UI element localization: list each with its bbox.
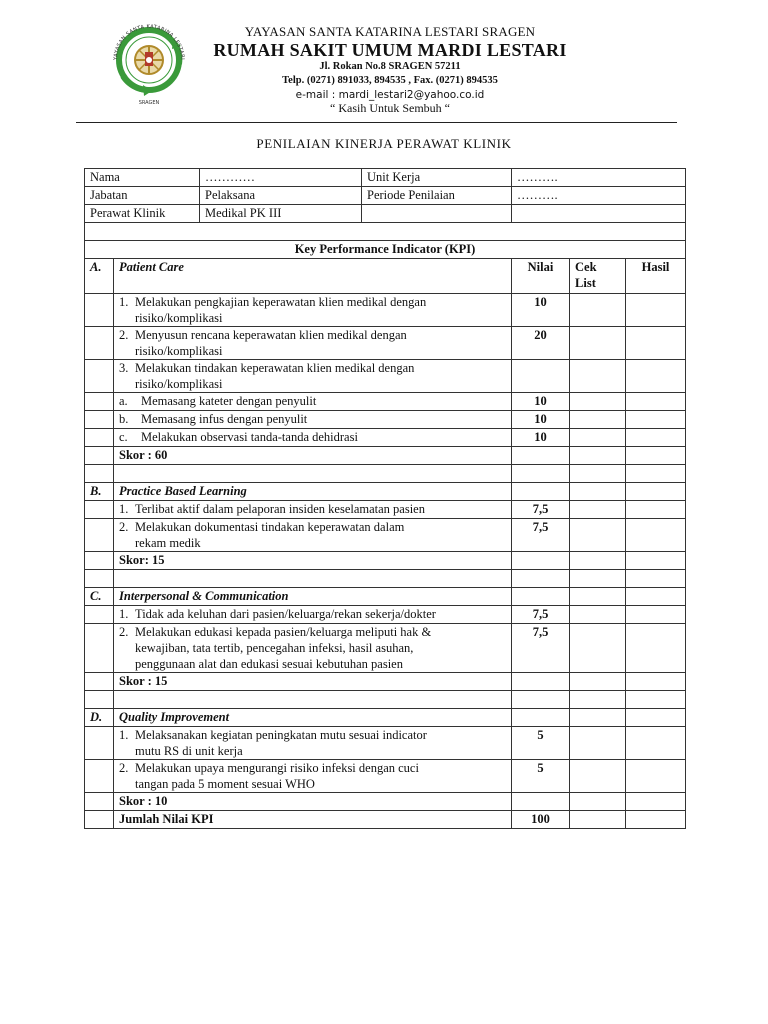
kpi-header-row bbox=[85, 241, 686, 259]
kpi-item-row bbox=[85, 760, 686, 793]
kpi-item-value: 5 bbox=[512, 727, 570, 760]
info-value: ………. bbox=[512, 169, 686, 187]
hospital-name: RUMAH SAKIT UMUM MARDI LESTARI bbox=[213, 40, 567, 60]
kpi-item-value: 20 bbox=[512, 327, 570, 360]
cek-list-cell[interactable] bbox=[570, 811, 626, 829]
cek-list-cell[interactable] bbox=[570, 360, 626, 393]
column-hasil-header: Hasil bbox=[626, 259, 686, 294]
info-value: Medikal PK III bbox=[200, 205, 362, 223]
info-row bbox=[85, 187, 686, 205]
spacer-row bbox=[85, 691, 686, 709]
section-letter: B. bbox=[85, 483, 114, 501]
kpi-item-value: 7,5 bbox=[512, 624, 570, 673]
kpi-item-row bbox=[85, 519, 686, 552]
section-letter: D. bbox=[85, 709, 114, 727]
kpi-item: 2. Melakukan edukasi kepada pasien/keluarga meliputi hak & kewajiban, tata tertib, pencegahan infeksi, hasil asuhan, penggunaan alat dan edukasi sesuai kebutuhan pasien bbox=[114, 624, 512, 673]
cek-list-cell[interactable] bbox=[570, 393, 626, 411]
info-label: Unit Kerja bbox=[362, 169, 512, 187]
kpi-item: 3. Melakukan tindakan keperawatan klien medikal dengan risiko/komplikasi bbox=[114, 360, 512, 393]
hasil-cell[interactable] bbox=[626, 429, 686, 447]
hasil-cell[interactable] bbox=[626, 501, 686, 519]
kpi-item-row bbox=[85, 606, 686, 624]
hasil-cell[interactable] bbox=[626, 760, 686, 793]
section-title: Interpersonal & Communication bbox=[114, 588, 512, 606]
info-value: ………… bbox=[200, 169, 362, 187]
kpi-item: 1. Terlibat aktif dalam pelaporan insiden keselamatan pasien bbox=[114, 501, 512, 519]
cek-list-cell[interactable] bbox=[570, 760, 626, 793]
section-header-row bbox=[85, 483, 686, 501]
hasil-cell[interactable] bbox=[626, 624, 686, 673]
kpi-item-row bbox=[85, 360, 686, 393]
total-row bbox=[85, 811, 686, 829]
kpi-item: 1. Tidak ada keluhan dari pasien/keluarga/rekan sekerja/dokter bbox=[114, 606, 512, 624]
letterhead-divider bbox=[76, 122, 677, 123]
total-value: 100 bbox=[512, 811, 570, 829]
kpi-item: 1. Melaksanakan kegiatan peningkatan mutu sesuai indicator mutu RS di unit kerja bbox=[114, 727, 512, 760]
hasil-cell[interactable] bbox=[626, 411, 686, 429]
column-nilai-header: Nilai bbox=[512, 259, 570, 294]
kpi-title: Key Performance Indicator (KPI) bbox=[85, 241, 686, 259]
kpi-subitem: b. Memasang infus dengan penyulit bbox=[114, 411, 512, 429]
section-title: Practice Based Learning bbox=[114, 483, 512, 501]
svg-text:SRAGEN: SRAGEN bbox=[138, 100, 160, 106]
cek-list-cell[interactable] bbox=[570, 294, 626, 327]
cek-list-cell[interactable] bbox=[570, 411, 626, 429]
hospital-address: Jl. Rokan No.8 SRAGEN 57211 bbox=[319, 61, 461, 72]
cek-list-cell[interactable] bbox=[570, 429, 626, 447]
info-label bbox=[362, 205, 512, 223]
hospital-logo bbox=[103, 14, 195, 106]
section-letter: C. bbox=[85, 588, 114, 606]
section-skor: Skor: 15 bbox=[114, 552, 512, 570]
section-header-row bbox=[85, 709, 686, 727]
foundation-name: YAYASAN SANTA KATARINA LESTARI SRAGEN bbox=[244, 24, 536, 39]
svg-text:YAYASAN SANTA KATARINA LESTARI: YAYASAN SANTA KATARINA LESTARI bbox=[112, 23, 186, 61]
skor-row bbox=[85, 552, 686, 570]
kpi-item-value: 10 bbox=[512, 429, 570, 447]
section-skor: Skor : 10 bbox=[114, 793, 512, 811]
kpi-item: 2. Melakukan upaya mengurangi risiko infeksi dengan cuci tangan pada 5 moment sesuai WHO bbox=[114, 760, 512, 793]
section-title: Patient Care bbox=[114, 259, 512, 294]
kpi-form-table bbox=[84, 168, 686, 829]
total-label: Jumlah Nilai KPI bbox=[114, 811, 512, 829]
info-label: Jabatan bbox=[85, 187, 200, 205]
kpi-item-value: 10 bbox=[512, 411, 570, 429]
info-row bbox=[85, 205, 686, 223]
kpi-item-value: 7,5 bbox=[512, 606, 570, 624]
kpi-item-row bbox=[85, 294, 686, 327]
kpi-subitem-row bbox=[85, 393, 686, 411]
info-label: Nama bbox=[85, 169, 200, 187]
spacer-row bbox=[85, 223, 686, 241]
kpi-item-value bbox=[512, 360, 570, 393]
kpi-subitem-row bbox=[85, 411, 686, 429]
hasil-cell[interactable] bbox=[626, 727, 686, 760]
kpi-item: 2. Melakukan dokumentasi tindakan keperawatan dalam rekam medik bbox=[114, 519, 512, 552]
column-cek-list-header: Cek List bbox=[570, 259, 626, 294]
kpi-item: 2. Menyusun rencana keperawatan klien medikal dengan risiko/komplikasi bbox=[114, 327, 512, 360]
document-title: PENILAIAN KINERJA PERAWAT KLINIK bbox=[256, 136, 512, 151]
cek-list-cell[interactable] bbox=[570, 519, 626, 552]
hospital-motto: “ Kasih Untuk Sembuh “ bbox=[330, 101, 450, 115]
hospital-phone: Telp. (0271) 891033, 894535 , Fax. (0271) 894535 bbox=[282, 75, 498, 86]
section-title: Quality Improvement bbox=[114, 709, 512, 727]
kpi-item-row bbox=[85, 327, 686, 360]
kpi-subitem: a. Memasang kateter dengan penyulit bbox=[114, 393, 512, 411]
kpi-subitem: c. Melakukan observasi tanda-tanda dehidrasi bbox=[114, 429, 512, 447]
hospital-email: e-mail : mardi_lestari2@yahoo.co.id bbox=[295, 89, 485, 101]
kpi-item-row bbox=[85, 501, 686, 519]
info-row bbox=[85, 169, 686, 187]
hasil-cell[interactable] bbox=[626, 360, 686, 393]
letterhead bbox=[0, 0, 768, 125]
kpi-item-value: 10 bbox=[512, 393, 570, 411]
cek-list-cell[interactable] bbox=[570, 606, 626, 624]
hasil-cell[interactable] bbox=[626, 606, 686, 624]
cek-list-cell[interactable] bbox=[570, 727, 626, 760]
section-header-row bbox=[85, 259, 686, 294]
section-skor: Skor : 60 bbox=[114, 447, 512, 465]
hasil-cell[interactable] bbox=[626, 327, 686, 360]
kpi-subitem-row bbox=[85, 429, 686, 447]
kpi-item-value: 10 bbox=[512, 294, 570, 327]
skor-row bbox=[85, 447, 686, 465]
info-value: Pelaksana bbox=[200, 187, 362, 205]
kpi-item-value: 5 bbox=[512, 760, 570, 793]
cek-list-cell[interactable] bbox=[570, 501, 626, 519]
cek-list-cell[interactable] bbox=[570, 327, 626, 360]
spacer-row bbox=[85, 465, 686, 483]
section-skor: Skor : 15 bbox=[114, 673, 512, 691]
section-letter: A. bbox=[85, 259, 114, 294]
skor-row bbox=[85, 673, 686, 691]
kpi-item: 1. Melakukan pengkajian keperawatan klien medikal dengan risiko/komplikasi bbox=[114, 294, 512, 327]
kpi-item-value: 7,5 bbox=[512, 519, 570, 552]
info-value: ………. bbox=[512, 187, 686, 205]
cek-list-cell[interactable] bbox=[570, 624, 626, 673]
hasil-cell[interactable] bbox=[626, 811, 686, 829]
info-label: Periode Penilaian bbox=[362, 187, 512, 205]
info-label: Perawat Klinik bbox=[85, 205, 200, 223]
section-header-row bbox=[85, 588, 686, 606]
skor-row bbox=[85, 793, 686, 811]
kpi-item-value: 7,5 bbox=[512, 501, 570, 519]
hasil-cell[interactable] bbox=[626, 519, 686, 552]
hasil-cell[interactable] bbox=[626, 393, 686, 411]
hasil-cell[interactable] bbox=[626, 294, 686, 327]
spacer-row bbox=[85, 570, 686, 588]
kpi-item-row bbox=[85, 624, 686, 673]
info-value bbox=[512, 205, 686, 223]
kpi-item-row bbox=[85, 727, 686, 760]
